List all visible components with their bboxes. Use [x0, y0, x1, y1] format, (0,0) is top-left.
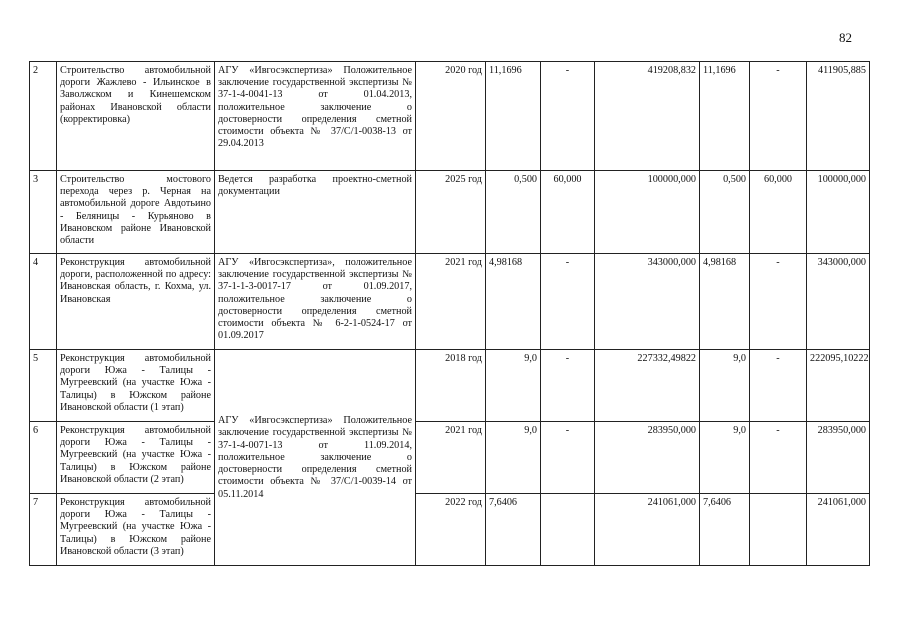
project-length: 11,1696	[486, 62, 541, 171]
project-basis: АГУ «Ивгосэкспертиза» Положительное заключение государственной экспертизы № 37-1-4-0041-13 от 01.04.2013, положительное заключение о достоверности определения сметной стоимости объекта № 37/С/1-0038-13 от 29.04.2013	[215, 62, 416, 171]
project-sum: 241061,000	[595, 494, 700, 566]
project-length-2: 9,0	[700, 422, 750, 494]
project-year: 2025 год	[416, 171, 486, 254]
project-col6: 60,000	[541, 171, 595, 254]
project-name: Строительство мостового перехода через р. Черная на автомобильной дороге Авдотьино - Беляницы - Курьяново в Ивановском районе Ивановской области	[57, 171, 215, 254]
project-sum: 343000,000	[595, 254, 700, 350]
project-sum: 283950,000	[595, 422, 700, 494]
project-sum-2: 100000,000	[807, 171, 870, 254]
project-basis: Ведется разработка проектно-сметной документации	[215, 171, 416, 254]
project-name: Реконструкция автомобильной дороги Южа - Талицы - Мугреевский (на участке Южа - Талицы) в Южском районе Ивановской области (1 этап)	[57, 350, 215, 422]
row-number: 7	[30, 494, 57, 566]
project-sum-2: 283950,000	[807, 422, 870, 494]
row-number: 5	[30, 350, 57, 422]
table-row	[30, 422, 870, 494]
project-sum: 419208,832	[595, 62, 700, 171]
project-length: 9,0	[486, 422, 541, 494]
project-length-2: 11,1696	[700, 62, 750, 171]
project-col9: 60,000	[750, 171, 807, 254]
table-row	[30, 254, 870, 350]
project-length-2: 0,500	[700, 171, 750, 254]
project-col9: -	[750, 254, 807, 350]
project-year: 2021 год	[416, 422, 486, 494]
project-length: 4,98168	[486, 254, 541, 350]
project-sum-2: 241061,000	[807, 494, 870, 566]
project-length-2: 4,98168	[700, 254, 750, 350]
project-sum-2: 222095,10222	[807, 350, 870, 422]
project-col9: -	[750, 350, 807, 422]
project-year: 2022 год	[416, 494, 486, 566]
project-name: Реконструкция автомобильной дороги Южа - Талицы - Мугреевский (на участке Южа - Талицы) в Южском районе Ивановской области (2 этап)	[57, 422, 215, 494]
row-number: 6	[30, 422, 57, 494]
project-year: 2018 год	[416, 350, 486, 422]
project-col6: -	[541, 62, 595, 171]
project-name: Реконструкция автомобильной дороги, расположенной по адресу: Ивановская область, г. Кохма, ул. Ивановская	[57, 254, 215, 350]
project-basis: АГУ «Ивгосэкспертиза», положительное заключение государственной экспертизы № 37-1-1-3-0017-17 от 01.09.2017, положительное заключение о достоверности определения сметной стоимости объекта № 6-2-1-0524-17 от 01.09.2017	[215, 254, 416, 350]
project-sum-2: 411905,885	[807, 62, 870, 171]
project-col6: -	[541, 254, 595, 350]
project-sum-2: 343000,000	[807, 254, 870, 350]
project-sum: 100000,000	[595, 171, 700, 254]
project-col9: -	[750, 422, 807, 494]
project-col9: -	[750, 62, 807, 171]
project-length-2: 9,0	[700, 350, 750, 422]
project-length: 0,500	[486, 171, 541, 254]
table-row	[30, 494, 870, 566]
project-year: 2021 год	[416, 254, 486, 350]
row-number: 4	[30, 254, 57, 350]
project-col6	[541, 494, 595, 566]
project-sum: 227332,49822	[595, 350, 700, 422]
page-number: 82	[839, 30, 852, 45]
row-number: 2	[30, 62, 57, 171]
project-col6: -	[541, 350, 595, 422]
project-col9	[750, 494, 807, 566]
project-length: 9,0	[486, 350, 541, 422]
project-name: Реконструкция автомобильной дороги Южа - Талицы - Мугреевский (на участке Южа - Талицы) в Южском районе Ивановской области (3 этап)	[57, 494, 215, 566]
table-row	[30, 171, 870, 254]
row-number: 3	[30, 171, 57, 254]
table-row	[30, 350, 870, 422]
project-length: 7,6406	[486, 494, 541, 566]
table-row	[30, 62, 870, 171]
project-length-2: 7,6406	[700, 494, 750, 566]
project-name: Строительство автомобильной дороги Жажлево - Ильинское в Заволжском и Кинешемском районах Ивановской области (корректировка)	[57, 62, 215, 171]
projects-table	[29, 61, 870, 566]
project-basis-shared: АГУ «Ивгосэкспертиза» Положительное заключение государственной экспертизы № 37-1-4-0071-13 от 11.09.2014, положительное заключение о достоверности определения сметной стоимости объекта № 37/С/1-0039-14 от 05.11.2014	[215, 350, 416, 566]
project-col6: -	[541, 422, 595, 494]
project-year: 2020 год	[416, 62, 486, 171]
